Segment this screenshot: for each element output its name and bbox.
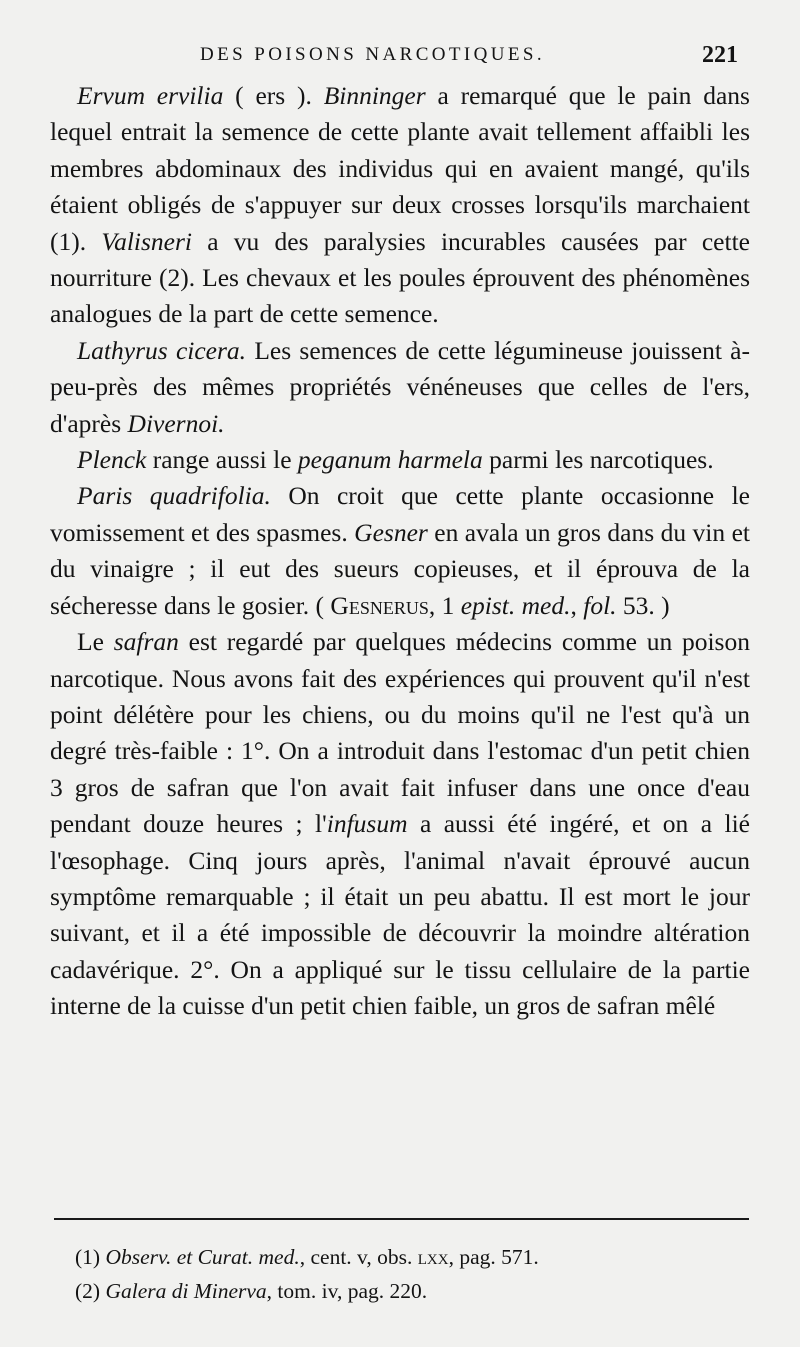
text-run: range aussi le — [146, 445, 298, 475]
page-header — [0, 44, 800, 74]
text-run: est regardé par quelques médecins comme un poison narcotique. Nous avons fait des expériences qui prouvent qu'il n'est point délétère pour les chiens, ou du moins qu'il ne l'est qu'à un degré très-faible : 1°. On a introduit dans l'estomac d'un petit chien 3 gros de safran que l'on avait fait infuser dans une once d'eau pendant douze heures ; l' — [50, 627, 750, 839]
footnote — [75, 1274, 755, 1308]
footnote — [75, 1240, 755, 1274]
text-run: a remarqué que le pain dans lequel entrait la semence de cette plante avait tellement affaibli les membres abdominaux des individus qui en avaient mangé, qu'ils étaient obligés de s'appuyer sur deux crosses lorsqu'ils marchaient (1). — [50, 81, 750, 256]
text-run: ( ers ). — [223, 81, 324, 110]
text-run: a aussi été ingéré, et on a lié l'œsophage. Cinq jours après, l'animal n'avait éprouvé aucun symptôme remarquable ; il était un peu abattu. Il est mort le jour suivant, et il a été impossible de découvrir la moindre altération cadavérique. 2°. On a appliqué sur le tissu cellulaire de la partie interne de la cuisse d'un petit chien faible, un gros de safran mêlé — [50, 809, 750, 1021]
italic-run: Observ. et Curat. med. — [105, 1245, 300, 1269]
text-run: (2) — [75, 1279, 106, 1303]
running-title: DES POISONS NARCOTIQUES. — [200, 44, 545, 65]
italic-run: Divernoi. — [127, 408, 225, 438]
italic-run: Ervum ervilia — [77, 81, 224, 110]
italic-run: Gesner — [354, 517, 428, 547]
italic-run: peganum harmela — [297, 445, 483, 475]
italic-run: Galera di Minerva — [105, 1279, 267, 1303]
text-run: , 1 — [428, 590, 461, 620]
italic-run: epist. med. — [460, 590, 571, 620]
text-run: Les semences de cette légumineuse jouissent à-peu-près des mêmes propriétés vénéneuses que celles de l'ers, d'après — [50, 335, 750, 438]
footnote-divider — [54, 1218, 749, 1220]
italic-run: safran — [113, 627, 179, 657]
text-run: (1) — [75, 1245, 106, 1269]
italic-run: Plenck — [77, 445, 147, 475]
italic-run: Valisneri — [101, 226, 193, 256]
italic-run: Binninger — [323, 81, 426, 110]
small-caps-run: lxx — [417, 1245, 449, 1269]
text-run: Le — [77, 627, 114, 657]
italic-run: infusum — [326, 809, 408, 839]
small-caps-run: Gesnerus — [330, 590, 429, 620]
paragraph — [50, 78, 750, 333]
body-text — [50, 78, 750, 1025]
text-run: , tom. iv, pag. 220. — [266, 1279, 428, 1303]
text-run: , — [570, 590, 584, 620]
text-run: , pag. 571. — [448, 1245, 539, 1269]
paragraph — [50, 624, 750, 1024]
text-run: , cent. v, obs. — [299, 1245, 418, 1269]
italic-run: Lathyrus cicera. — [77, 335, 247, 365]
text-run: a vu des paralysies incurables causées par cette nourriture (2). Les chevaux et les poules éprouvent des phénomènes analogues de la part de cette semence. — [50, 226, 750, 329]
italic-run: Paris quadrifolia. — [77, 481, 271, 511]
page-number: 221 — [702, 42, 738, 68]
text-run: en avala un gros dans du vin et du vinaigre ; il eut des sueurs copieuses, et il éprouva de la sécheresse dans le gosier. ( — [50, 517, 750, 620]
italic-run: fol. — [583, 590, 617, 620]
paragraph — [50, 478, 750, 624]
paragraph — [50, 333, 750, 442]
text-run: parmi les narcotiques. — [482, 445, 714, 475]
text-run: On croit que cette plante occasionne le vomissement et des spasmes. — [50, 481, 750, 547]
footnotes — [75, 1240, 755, 1308]
paragraph — [50, 442, 750, 478]
text-run: 53. ) — [616, 590, 670, 620]
